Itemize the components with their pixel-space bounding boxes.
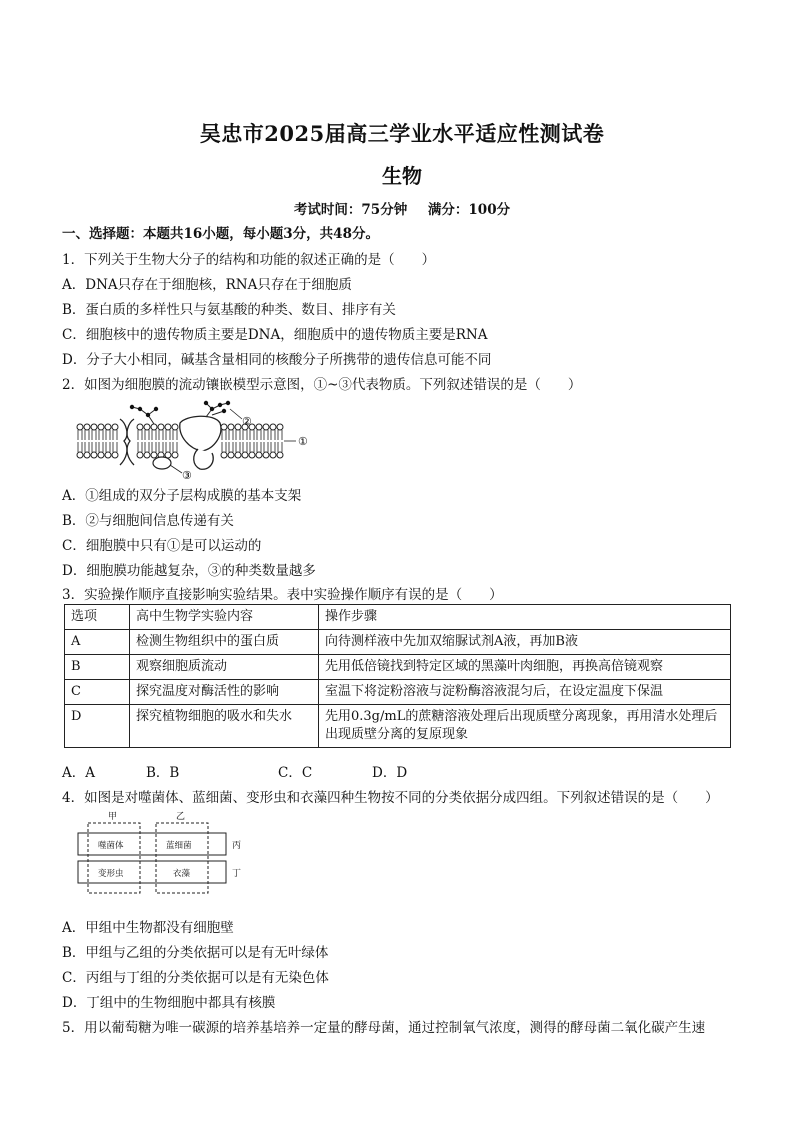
table-header: 操作步骤 (319, 605, 731, 630)
table-cell: 向待测样液中先加双缩脲试剂A液，再加B液 (319, 630, 731, 655)
table-cell: 先用低倍镜找到特定区域的黑藻叶肉细胞，再换高倍镜观察 (319, 655, 731, 680)
label-phage: 噬菌体 (98, 841, 124, 851)
q2-option-d: D．细胞膜功能越复杂，③的种类数量越多 (62, 563, 316, 579)
exam-meta (62, 198, 742, 218)
q2-stem: 2．如图为细胞膜的流动镶嵌模型示意图，①~③代表物质。下列叙述错误的是（ ） (62, 377, 582, 393)
table-row (65, 630, 731, 655)
section-heading: 一、选择题：本题共16小题，每小题3分，共48分。 (62, 226, 379, 242)
q4-stem: 4．如图是对噬菌体、蓝细菌、变形虫和衣藻四种生物按不同的分类依据分成四组。下列叙述错误的是（ ） (62, 790, 719, 806)
table-header: 高中生物学实验内容 (130, 605, 319, 630)
label-ding: 丁 (232, 869, 242, 879)
q1-stem: 1．下列关于生物大分子的结构和功能的叙述正确的是（ ） (62, 252, 436, 268)
q2-option-a: A．①组成的双分子层构成膜的基本支架 (62, 488, 302, 504)
classification-diagram (76, 809, 296, 895)
experiment-table (64, 604, 731, 748)
table-cell: 先用0.3g/mL的蔗糖溶液处理后出现质壁分离现象，再用清水处理后出现质壁分离的复原现象 (319, 705, 731, 748)
label-chlamy: 衣藻 (173, 869, 191, 879)
label-jia: 甲 (108, 812, 118, 822)
q1-option-c: C．细胞核中的遗传物质主要是DNA，细胞质中的遗传物质主要是RNA (62, 327, 488, 343)
q3-choices (62, 761, 407, 781)
q3-stem: 3．实验操作顺序直接影响实验结果。表中实验操作顺序有误的是（ ） (62, 587, 503, 603)
table-cell: D (65, 705, 130, 748)
table-cell: 室温下将淀粉溶液与淀粉酶溶液混匀后，在设定温度下保温 (319, 680, 731, 705)
table-cell: C (65, 680, 130, 705)
q1-option-a: A．DNA只存在于细胞核，RNA只存在于细胞质 (62, 277, 352, 293)
label-amoeba: 变形虫 (98, 869, 124, 879)
q3-choice-d: D．D (372, 765, 408, 781)
table-cell: 探究植物细胞的吸水和失水 (130, 705, 319, 748)
q3-choice-a: A．A (62, 765, 95, 781)
label-yi: 乙 (176, 812, 186, 822)
q3-choice-c: C．C (278, 765, 313, 781)
membrane-diagram (74, 397, 324, 479)
label-two: ② (242, 415, 252, 428)
q3-choice-b: B．B (146, 765, 180, 781)
label-cyano: 蓝细菌 (166, 841, 192, 851)
label-one: ① (298, 435, 308, 448)
table-cell: 观察细胞质流动 (130, 655, 319, 680)
label-three: ③ (182, 469, 192, 479)
q4-option-a: A．甲组中生物都没有细胞壁 (62, 920, 234, 936)
table-cell: 检测生物组织中的蛋白质 (130, 630, 319, 655)
table-row (65, 705, 731, 748)
q2-option-c: C．细胞膜中只有①是可以运动的 (62, 538, 262, 554)
q1-option-b: B．蛋白质的多样性只与氨基酸的种类、数目、排序有关 (62, 302, 396, 318)
table-row (65, 680, 731, 705)
exam-score: 满分：100分 (427, 202, 511, 218)
table-row (65, 655, 731, 680)
table-cell: B (65, 655, 130, 680)
table-cell: A (65, 630, 130, 655)
q4-option-b: B．甲组与乙组的分类依据可以是有无叶绿体 (62, 945, 329, 961)
q4-option-d: D．丁组中的生物细胞中都具有核膜 (62, 995, 276, 1011)
label-bing: 丙 (232, 841, 242, 851)
q2-option-b: B．②与细胞间信息传递有关 (62, 513, 234, 529)
subject-title: 生物 (382, 164, 422, 188)
table-header-row (65, 605, 731, 630)
exam-title: 吴忠市2025届高三学业水平适应性测试卷 (199, 121, 605, 146)
table-header: 选项 (65, 605, 130, 630)
q5-stem: 5．用以葡萄糖为唯一碳源的培养基培养一定量的酵母菌，通过控制氧气浓度，测得的酵母菌二氧化碳产生速 (62, 1020, 706, 1036)
q4-option-c: C．丙组与丁组的分类依据可以是有无染色体 (62, 970, 329, 986)
q1-option-d: D．分子大小相同，碱基含量相同的核酸分子所携带的遗传信息可能不同 (62, 352, 492, 368)
table-cell: 探究温度对酶活性的影响 (130, 680, 319, 705)
exam-time: 考试时间：75分钟 (293, 202, 408, 218)
